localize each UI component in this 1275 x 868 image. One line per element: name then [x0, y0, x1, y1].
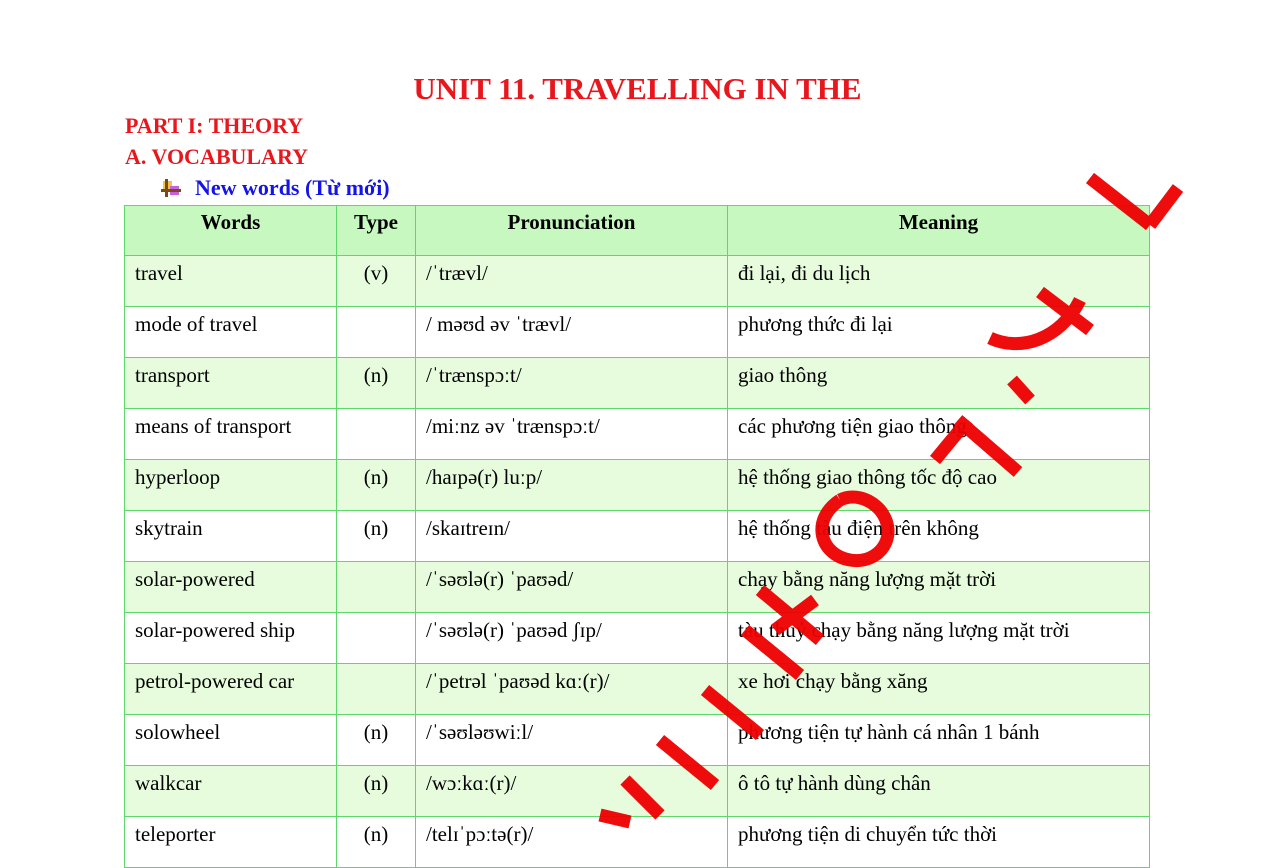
table-header-row — [125, 206, 1150, 256]
header-type: Type — [337, 206, 416, 256]
cell-word: skytrain — [125, 511, 337, 562]
cell-type — [337, 307, 416, 358]
cell-meaning: các phương tiện giao thông — [728, 409, 1150, 460]
cell-pronunciation: /skaɪtreɪn/ — [416, 511, 728, 562]
cell-type — [337, 613, 416, 664]
cell-meaning: phương tiện di chuyển tức thời — [728, 817, 1150, 868]
vocabulary-table — [124, 205, 1150, 868]
cell-pronunciation: /ˈsəʊləʊwiːl/ — [416, 715, 728, 766]
cell-word: transport — [125, 358, 337, 409]
table-row — [125, 460, 1150, 511]
cell-pronunciation: /haɪpə(r) luːp/ — [416, 460, 728, 511]
page-title: UNIT 11. TRAVELLING IN THE — [413, 71, 862, 106]
table-row — [125, 715, 1150, 766]
bullet-label: New words (Từ mới) — [195, 175, 390, 200]
cell-word: solar-powered ship — [125, 613, 337, 664]
bullet-icon — [160, 177, 182, 199]
part-heading: PART I: THEORY — [125, 113, 304, 138]
cell-type: (n) — [337, 766, 416, 817]
cell-type — [337, 409, 416, 460]
cell-pronunciation: /ˈtrænspɔːt/ — [416, 358, 728, 409]
cell-pronunciation: /ˈsəʊlə(r) ˈpaʊəd ʃɪp/ — [416, 613, 728, 664]
cell-meaning: xe hơi chạy bằng xăng — [728, 664, 1150, 715]
cell-meaning: hệ thống giao thông tốc độ cao — [728, 460, 1150, 511]
table-row — [125, 256, 1150, 307]
table-row — [125, 766, 1150, 817]
cell-meaning: phương thức đi lại — [728, 307, 1150, 358]
cell-type: (v) — [337, 256, 416, 307]
cell-meaning: chạy bằng năng lượng mặt trời — [728, 562, 1150, 613]
cell-word: means of transport — [125, 409, 337, 460]
cell-pronunciation: /ˈsəʊlə(r) ˈpaʊəd/ — [416, 562, 728, 613]
header-meaning: Meaning — [728, 206, 1150, 256]
cell-word: walkcar — [125, 766, 337, 817]
table-row — [125, 409, 1150, 460]
table-row — [125, 511, 1150, 562]
cell-word: hyperloop — [125, 460, 337, 511]
cell-meaning: ô tô tự hành dùng chân — [728, 766, 1150, 817]
cell-pronunciation: /ˈpetrəl ˈpaʊəd kɑː(r)/ — [416, 664, 728, 715]
table-row — [125, 817, 1150, 868]
cell-word: teleporter — [125, 817, 337, 868]
cell-word: solar-powered — [125, 562, 337, 613]
cell-word: travel — [125, 256, 337, 307]
cell-word: mode of travel — [125, 307, 337, 358]
table-row — [125, 358, 1150, 409]
cell-pronunciation: /wɔːkɑː(r)/ — [416, 766, 728, 817]
cell-meaning: giao thông — [728, 358, 1150, 409]
cell-word: petrol-powered car — [125, 664, 337, 715]
cell-meaning: phương tiện tự hành cá nhân 1 bánh — [728, 715, 1150, 766]
cell-meaning: đi lại, đi du lịch — [728, 256, 1150, 307]
section-heading: A. VOCABULARY — [125, 144, 308, 169]
cell-pronunciation: / məʊd əv ˈtrævl/ — [416, 307, 728, 358]
table-row — [125, 307, 1150, 358]
cell-type — [337, 562, 416, 613]
table-row — [125, 562, 1150, 613]
cell-pronunciation: /miːnz əv ˈtrænspɔːt/ — [416, 409, 728, 460]
table-row — [125, 613, 1150, 664]
bullet-item — [160, 174, 390, 202]
cell-type: (n) — [337, 460, 416, 511]
header-words: Words — [125, 206, 337, 256]
table-row — [125, 664, 1150, 715]
cell-pronunciation: /ˈtrævl/ — [416, 256, 728, 307]
cell-word: solowheel — [125, 715, 337, 766]
cell-type: (n) — [337, 511, 416, 562]
cell-type: (n) — [337, 715, 416, 766]
cell-meaning: hệ thống tàu điện trên không — [728, 511, 1150, 562]
header-pronunciation: Pronunciation — [416, 206, 728, 256]
cell-pronunciation: /telɪˈpɔːtə(r)/ — [416, 817, 728, 868]
cell-type: (n) — [337, 817, 416, 868]
cell-type — [337, 664, 416, 715]
cell-meaning: tàu thuỷ chạy bằng năng lượng mặt trời — [728, 613, 1150, 664]
cell-type: (n) — [337, 358, 416, 409]
